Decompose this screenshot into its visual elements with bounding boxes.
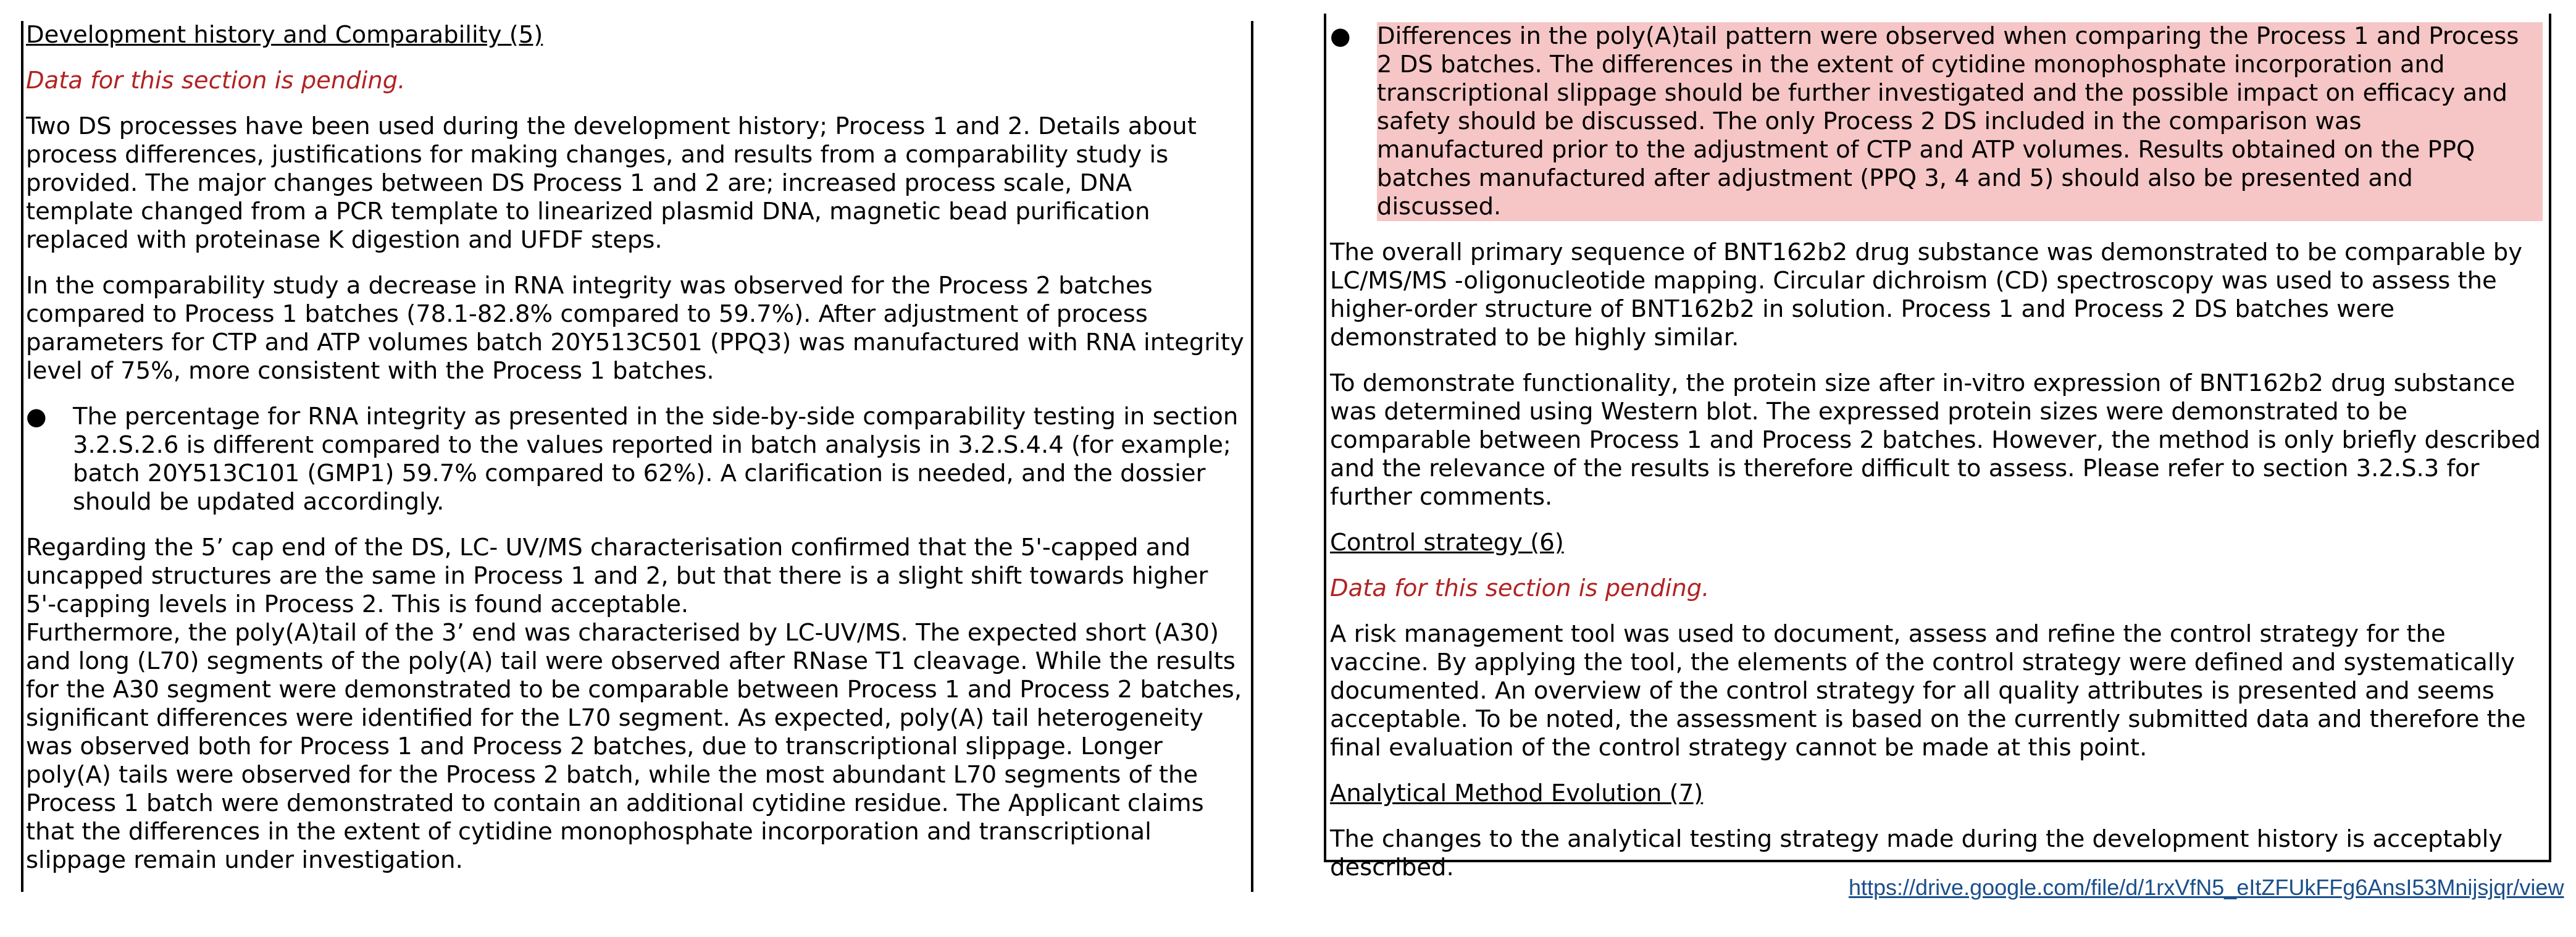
left-column — [21, 21, 1253, 892]
paragraph-5-cap: Regarding the 5’ cap end of the DS, LC- UV/MS characterisation confirmed that the 5'-capped and uncapped structures are the same in Process 1 and 2, but that there is a slight shift towards higher 5'-capping levels in Process 2. This is found acceptable. — [26, 534, 1208, 618]
bullet-rna-integrity-clarification — [26, 403, 1245, 516]
section-heading-development-history: Development history and Comparability (5) — [26, 21, 543, 49]
bullet-text: The percentage for RNA integrity as presented in the side-by-side comparability testing in section 3.2.S.2.6 is different compared to the values reported in batch analysis in 3.2.S.4.4 (for example; batch 20Y513C101 (GMP1) 59.7% compared to 62%). A clarification is needed, and the dossier should be updated accordingly. — [73, 403, 1239, 516]
highlighted-bullet-text: Differences in the poly(A)tail pattern were observed when comparing the Process 1 and Process 2 DS batches. The differences in the extent of cytidine monophosphate incorporation and transcriptional slippage should be further investigated and the possible impact on efficacy and safety should be discussed. The only Process 2 DS included in the comparison was manufactured prior to the adjustment of CTP and ATP volumes. Results obtained on the PPQ batches manufactured after adjustment (PPQ 3, 4 and 5) should also be presented and discussed. — [1377, 22, 2543, 221]
section-heading-analytical-method: Analytical Method Evolution (7) — [1330, 779, 1704, 807]
right-column — [1324, 14, 2551, 881]
section-heading-control-strategy: Control strategy (6) — [1330, 529, 1564, 557]
bullet-poly-a-differences — [1330, 22, 2543, 221]
paragraph-rna-integrity: In the comparability study a decrease in RNA integrity was observed for the Process 2 batches compared to Process 1 batches (78.1-82.8% compared to 59.7%). After adjustment of process parameters for CTP and ATP volumes batch 20Y513C501 (PPQ3) was manufactured with RNA integrity level of 75%, more consistent with the Process 1 batches. — [26, 272, 1244, 385]
paragraph-ds-processes: Two DS processes have been used during the development history; Process 1 and 2. Details about process differences, justifications for making changes, and results from a comparability study is provided. The major changes between DS Process 1 and 2 are; increased process scale, DNA template changed from a PCR template to linearized plasmid DNA, magnetic bead purification replaced with proteinase K digestion and UFDF steps. — [26, 112, 1197, 254]
pending-note: Data for this section is pending. — [1330, 574, 1710, 602]
paragraph-primary-sequence: The overall primary sequence of BNT162b2 drug substance was demonstrated to be comparable by LC/MS/MS -oligonucleotide mapping. Circular dichroism (CD) spectroscopy was used to assess the higher-order structure of BNT162b2 in solution. Process 1 and Process 2 DS batches were demonstrated to be highly similar. — [1330, 238, 2523, 351]
paragraph-analytical-testing: The changes to the analytical testing strategy made during the development history is acceptably described. — [1330, 825, 2503, 881]
bullet-icon: ● — [1330, 22, 1351, 50]
paragraph-poly-a-tail: Furthermore, the poly(A)tail of the 3’ end was characterised by LC-UV/MS. The expected short (A30) and long (L70) segments of the poly(A) tail were observed after RNase T1 cleavage. While the results for the A30 segment were demonstrated to be comparable between Process 1 and Process 2 batches, significant differences were identified for the L70 segment. As expected, poly(A) tail heterogeneity was observed both for Process 1 and Process 2 batches, due to transcriptional slippage. Longer poly(A) tails were observed for the Process 2 batch, while the most abundant L70 segments of the Process 1 batch were demonstrated to contain an additional cytidine residue. The Applicant claims that the differences in the extent of cytidine monophosphate incorporation and transcriptional slippage remain under investigation. — [26, 619, 1242, 874]
paragraph-functionality: To demonstrate functionality, the protein size after in-vitro expression of BNT162b2 drug substance was determined using Western blot. The expressed protein sizes were demonstrated to be comparable between Process 1 and Process 2 batches. However, the method is only briefly described and the relevance of the results is therefore difficult to assess. Please refer to section 3.2.S.3 for further comments. — [1330, 369, 2541, 511]
source-link[interactable]: https://drive.google.com/file/d/1rxVfN5_eItZFUkFFg6AnsI53Mnijsjqr/view — [1849, 875, 2564, 900]
paragraph-risk-management: A risk management tool was used to document, assess and refine the control strategy for the vaccine. By applying the tool, the elements of the control strategy were defined and systematically documented. An overview of the control strategy for all quality attributes is presented and seems acceptable. To be noted, the assessment is based on the currently submitted data and therefore the final evaluation of the control strategy cannot be made at this point. — [1330, 620, 2526, 762]
pending-note: Data for this section is pending. — [26, 67, 406, 95]
bullet-icon: ● — [26, 403, 47, 431]
